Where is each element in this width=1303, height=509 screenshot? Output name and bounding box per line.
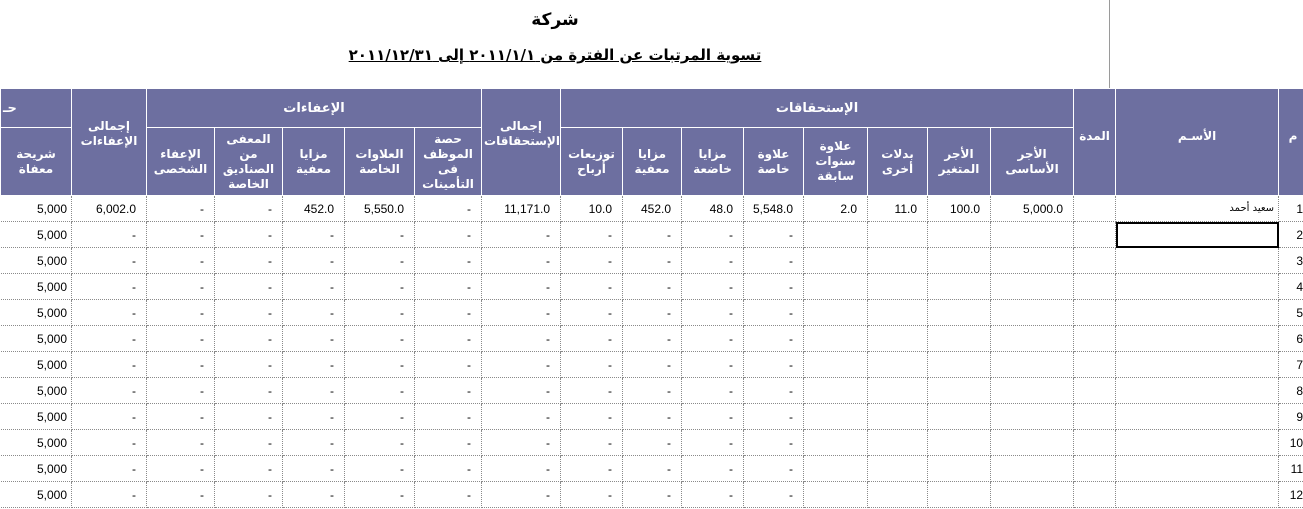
exempt-bracket-cell[interactable]: 5,000 [1,274,72,300]
special-bonus-cell[interactable]: - [744,352,804,378]
prev-years-bonus-cell[interactable] [804,300,868,326]
special-funds-cell[interactable]: - [215,456,283,482]
table-row [1,404,1303,430]
row-number-cell[interactable]: 11 [1279,456,1303,482]
name-cell[interactable] [1116,482,1279,508]
other-allowances-cell[interactable] [868,482,928,508]
variable-wage-cell[interactable] [928,482,991,508]
insurance-share-cell[interactable]: - [415,352,482,378]
total-entitlements-cell[interactable]: - [482,274,561,300]
other-allowances-cell[interactable] [868,352,928,378]
name-cell[interactable] [1116,456,1279,482]
variable-wage-cell[interactable] [928,456,991,482]
insurance-share-cell[interactable]: - [415,222,482,248]
total-entitlements-cell[interactable]: - [482,404,561,430]
special-bonus-cell[interactable]: - [744,456,804,482]
basic-wage-cell[interactable] [991,430,1074,456]
variable-wage-cell[interactable]: 100.0 [928,196,991,222]
taxable-benefits-cell[interactable]: 48.0 [682,196,744,222]
total-exemptions-cell[interactable]: - [72,326,147,352]
header-variable-wage: الأجر المتغير [928,128,991,196]
name-cell[interactable] [1116,274,1279,300]
special-funds-cell[interactable]: - [215,222,283,248]
special-funds-cell[interactable]: - [215,196,283,222]
exempt-benefits-ent-cell[interactable]: - [623,274,682,300]
personal-exemption-cell[interactable]: - [147,352,215,378]
table-row [1,248,1303,274]
special-bonuses-ex-cell[interactable]: - [345,378,415,404]
profit-distribution-cell[interactable]: 10.0 [561,196,623,222]
exempt-benefits-ex-cell[interactable]: - [283,274,345,300]
total-entitlements-cell[interactable]: - [482,222,561,248]
insurance-share-cell[interactable]: - [415,274,482,300]
total-entitlements-cell[interactable]: - [482,456,561,482]
insurance-share-cell[interactable]: - [415,378,482,404]
profit-distribution-cell[interactable]: - [561,430,623,456]
special-bonuses-ex-cell[interactable]: - [345,430,415,456]
exempt-bracket-cell[interactable]: 5,000 [1,248,72,274]
profit-distribution-cell[interactable]: - [561,300,623,326]
header-exempt-bracket: شريحة معفاة [1,128,72,196]
total-entitlements-cell[interactable]: - [482,378,561,404]
exempt-benefits-ex-cell[interactable]: - [283,378,345,404]
table-row [1,482,1303,508]
header-special-bonuses-ex: العلاوات الخاصة [345,128,415,196]
other-allowances-cell[interactable] [868,222,928,248]
name-cell[interactable] [1116,378,1279,404]
column-divider [1109,0,1110,88]
basic-wage-cell[interactable] [991,456,1074,482]
duration-cell[interactable] [1074,378,1116,404]
profit-distribution-cell[interactable]: - [561,378,623,404]
total-exemptions-cell[interactable]: - [72,482,147,508]
basic-wage-cell[interactable] [991,222,1074,248]
table-row [1,456,1303,482]
header-exemptions-group: الإعفاءات [147,89,482,128]
prev-years-bonus-cell[interactable] [804,456,868,482]
row-number-cell[interactable]: 12 [1279,482,1303,508]
special-bonuses-ex-cell[interactable]: - [345,456,415,482]
variable-wage-cell[interactable] [928,248,991,274]
insurance-share-cell[interactable]: - [415,456,482,482]
header-other-allowances: بدلات أخرى [868,128,928,196]
profit-distribution-cell[interactable]: - [561,274,623,300]
special-bonuses-ex-cell[interactable]: - [345,248,415,274]
exempt-benefits-ent-cell[interactable]: - [623,430,682,456]
table-row [1,352,1303,378]
exempt-bracket-cell[interactable]: 5,000 [1,378,72,404]
insurance-share-cell[interactable]: - [415,404,482,430]
exempt-bracket-cell[interactable]: 5,000 [1,352,72,378]
taxable-benefits-cell[interactable]: - [682,352,744,378]
exempt-bracket-cell[interactable]: 5,000 [1,196,72,222]
duration-cell[interactable] [1074,196,1116,222]
special-bonuses-ex-cell[interactable]: 5,550.0 [345,196,415,222]
exempt-benefits-ex-cell[interactable]: - [283,430,345,456]
personal-exemption-cell[interactable]: - [147,482,215,508]
duration-cell[interactable] [1074,430,1116,456]
table-row [1,274,1303,300]
total-exemptions-cell[interactable]: - [72,352,147,378]
profit-distribution-cell[interactable]: - [561,352,623,378]
special-funds-cell[interactable]: - [215,326,283,352]
personal-exemption-cell[interactable]: - [147,404,215,430]
special-funds-cell[interactable]: - [215,300,283,326]
title-block [0,0,1110,88]
personal-exemption-cell[interactable]: - [147,300,215,326]
taxable-benefits-cell[interactable]: - [682,378,744,404]
row-number-cell[interactable]: 2 [1279,222,1303,248]
personal-exemption-cell[interactable]: - [147,196,215,222]
exempt-benefits-ent-cell[interactable]: - [623,352,682,378]
profit-distribution-cell[interactable]: - [561,222,623,248]
special-bonuses-ex-cell[interactable]: - [345,300,415,326]
name-cell[interactable] [1116,430,1279,456]
exempt-bracket-cell[interactable]: 5,000 [1,326,72,352]
exempt-benefits-ent-cell[interactable]: - [623,456,682,482]
total-exemptions-cell[interactable]: 6,002.0 [72,196,147,222]
taxable-benefits-cell[interactable]: - [682,274,744,300]
row-number-cell[interactable]: 9 [1279,404,1303,430]
name-cell[interactable] [1116,248,1279,274]
table-row [1,300,1303,326]
name-cell[interactable] [1116,404,1279,430]
insurance-share-cell[interactable]: - [415,482,482,508]
table-row [1,378,1303,404]
variable-wage-cell[interactable] [928,378,991,404]
duration-cell[interactable] [1074,456,1116,482]
taxable-benefits-cell[interactable]: - [682,404,744,430]
name-cell[interactable] [1116,326,1279,352]
duration-cell[interactable] [1074,222,1116,248]
duration-cell[interactable] [1074,248,1116,274]
header-special-bonus: علاوة خاصة [744,128,804,196]
header-duration: المدة [1074,89,1116,196]
basic-wage-cell[interactable] [991,274,1074,300]
exempt-benefits-ex-cell[interactable]: - [283,482,345,508]
table-row [1,196,1303,222]
company-title: شركة [531,10,579,30]
exempt-bracket-cell[interactable]: 5,000 [1,404,72,430]
special-bonus-cell[interactable]: - [744,326,804,352]
duration-cell[interactable] [1074,352,1116,378]
exempt-benefits-ent-cell[interactable]: 452.0 [623,196,682,222]
header-name: الأسـم [1116,89,1279,196]
duration-cell[interactable] [1074,482,1116,508]
variable-wage-cell[interactable] [928,300,991,326]
basic-wage-cell[interactable]: 5,000.0 [991,196,1074,222]
taxable-benefits-cell[interactable]: - [682,430,744,456]
total-exemptions-cell[interactable]: - [72,222,147,248]
other-allowances-cell[interactable]: 11.0 [868,196,928,222]
taxable-benefits-cell[interactable]: - [682,456,744,482]
header-exempt-benefits-ex: مزايا معفية [283,128,345,196]
profit-distribution-cell[interactable]: - [561,326,623,352]
total-exemptions-cell[interactable]: - [72,300,147,326]
prev-years-bonus-cell[interactable] [804,222,868,248]
taxable-benefits-cell[interactable]: - [682,300,744,326]
name-cell[interactable] [1116,300,1279,326]
exempt-benefits-ex-cell[interactable]: - [283,404,345,430]
name-cell[interactable]: سعيد أحمد [1116,196,1279,222]
other-allowances-cell[interactable] [868,378,928,404]
special-bonus-cell[interactable]: - [744,482,804,508]
special-funds-cell[interactable]: - [215,352,283,378]
header-personal-exemption: الإعفاء الشخصى [147,128,215,196]
name-cell[interactable] [1116,352,1279,378]
name-cell[interactable] [1116,222,1279,248]
special-bonus-cell[interactable]: - [744,378,804,404]
special-bonuses-ex-cell[interactable]: - [345,326,415,352]
special-bonus-cell[interactable]: - [744,430,804,456]
basic-wage-cell[interactable] [991,482,1074,508]
basic-wage-cell[interactable] [991,300,1074,326]
other-allowances-cell[interactable] [868,456,928,482]
header-insurance-share: حصة الموظف فى التأمينات [415,128,482,196]
row-number-cell[interactable]: 4 [1279,274,1303,300]
personal-exemption-cell[interactable]: - [147,274,215,300]
special-bonuses-ex-cell[interactable]: - [345,274,415,300]
other-allowances-cell[interactable] [868,326,928,352]
insurance-share-cell[interactable]: - [415,300,482,326]
header-profit-distribution: توزيعات أرباح [561,128,623,196]
prev-years-bonus-cell[interactable] [804,352,868,378]
insurance-share-cell[interactable]: - [415,248,482,274]
prev-years-bonus-cell[interactable] [804,430,868,456]
special-bonus-cell[interactable]: - [744,404,804,430]
personal-exemption-cell[interactable]: - [147,248,215,274]
variable-wage-cell[interactable] [928,404,991,430]
insurance-share-cell[interactable]: - [415,326,482,352]
special-bonus-cell[interactable]: - [744,222,804,248]
special-funds-cell[interactable]: - [215,430,283,456]
exempt-benefits-ent-cell[interactable]: - [623,378,682,404]
special-bonuses-ex-cell[interactable]: - [345,222,415,248]
row-number-cell[interactable]: 1 [1279,196,1303,222]
variable-wage-cell[interactable] [928,274,991,300]
table-row [1,326,1303,352]
special-bonus-cell[interactable]: 5,548.0 [744,196,804,222]
exempt-benefits-ex-cell[interactable]: - [283,456,345,482]
exempt-benefits-ex-cell[interactable]: - [283,248,345,274]
exempt-bracket-cell[interactable]: 5,000 [1,456,72,482]
taxable-benefits-cell[interactable]: - [682,222,744,248]
header-special-funds-exempt: المعفى من الصناديق الخاصة [215,128,283,196]
exempt-benefits-ex-cell[interactable]: - [283,326,345,352]
variable-wage-cell[interactable] [928,326,991,352]
exempt-benefits-ent-cell[interactable]: - [623,222,682,248]
total-exemptions-cell[interactable]: - [72,274,147,300]
prev-years-bonus-cell[interactable] [804,378,868,404]
profit-distribution-cell[interactable]: - [561,456,623,482]
header-total-exemptions: إجمالى الإعفاءات [72,89,147,196]
total-exemptions-cell[interactable]: - [72,248,147,274]
personal-exemption-cell[interactable]: - [147,456,215,482]
exempt-bracket-cell[interactable]: 5,000 [1,430,72,456]
basic-wage-cell[interactable] [991,326,1074,352]
special-bonuses-ex-cell[interactable]: - [345,352,415,378]
exempt-benefits-ex-cell[interactable]: - [283,222,345,248]
row-number-cell[interactable]: 5 [1279,300,1303,326]
duration-cell[interactable] [1074,274,1116,300]
special-funds-cell[interactable]: - [215,482,283,508]
exempt-benefits-ex-cell[interactable]: - [283,300,345,326]
taxable-benefits-cell[interactable]: - [682,482,744,508]
prev-years-bonus-cell[interactable] [804,482,868,508]
row-number-cell[interactable]: 3 [1279,248,1303,274]
exempt-bracket-cell[interactable]: 5,000 [1,300,72,326]
special-bonus-cell[interactable]: - [744,300,804,326]
header-prev-years-bonus: علاوة سنوات سابقة [804,128,868,196]
total-entitlements-cell[interactable]: 11,171.0 [482,196,561,222]
variable-wage-cell[interactable] [928,222,991,248]
total-entitlements-cell[interactable]: - [482,300,561,326]
taxable-benefits-cell[interactable]: - [682,326,744,352]
row-number-cell[interactable]: 10 [1279,430,1303,456]
table-body [1,196,1303,508]
basic-wage-cell[interactable] [991,404,1074,430]
profit-distribution-cell[interactable]: - [561,248,623,274]
profit-distribution-cell[interactable]: - [561,482,623,508]
special-funds-cell[interactable]: - [215,404,283,430]
insurance-share-cell[interactable]: - [415,196,482,222]
personal-exemption-cell[interactable]: - [147,378,215,404]
total-exemptions-cell[interactable]: - [72,404,147,430]
exempt-benefits-ent-cell[interactable]: - [623,248,682,274]
exempt-bracket-cell[interactable]: 5,000 [1,482,72,508]
exempt-benefits-ent-cell[interactable]: - [623,404,682,430]
total-exemptions-cell[interactable]: - [72,430,147,456]
special-bonus-cell[interactable]: - [744,274,804,300]
header-entitlements-group: الإستحقاقات [561,89,1074,128]
duration-cell[interactable] [1074,404,1116,430]
total-exemptions-cell[interactable]: - [72,378,147,404]
profit-distribution-cell[interactable]: - [561,404,623,430]
special-funds-cell[interactable]: - [215,378,283,404]
special-bonus-cell[interactable]: - [744,248,804,274]
special-bonuses-ex-cell[interactable]: - [345,482,415,508]
variable-wage-cell[interactable] [928,430,991,456]
total-exemptions-cell[interactable]: - [72,456,147,482]
special-funds-cell[interactable]: - [215,274,283,300]
exempt-benefits-ex-cell[interactable]: - [283,352,345,378]
header-exempt-benefits-ent: مزايا معفية [623,128,682,196]
other-allowances-cell[interactable] [868,430,928,456]
duration-cell[interactable] [1074,326,1116,352]
total-entitlements-cell[interactable]: - [482,352,561,378]
total-entitlements-cell[interactable]: - [482,430,561,456]
other-allowances-cell[interactable] [868,248,928,274]
basic-wage-cell[interactable] [991,248,1074,274]
exempt-benefits-ent-cell[interactable]: - [623,482,682,508]
personal-exemption-cell[interactable]: - [147,222,215,248]
table-row [1,430,1303,456]
row-number-cell[interactable]: 7 [1279,352,1303,378]
header-row-number: م [1279,89,1303,196]
prev-years-bonus-cell[interactable]: 2.0 [804,196,868,222]
exempt-benefits-ent-cell[interactable]: - [623,300,682,326]
report-subtitle: تسوية المرتبات عن الفترة من ٢٠١١/١/١ إلى ٢٠١١/١٢/٣١ [348,46,762,64]
other-allowances-cell[interactable] [868,274,928,300]
basic-wage-cell[interactable] [991,378,1074,404]
basic-wage-cell[interactable] [991,352,1074,378]
other-allowances-cell[interactable] [868,300,928,326]
special-bonuses-ex-cell[interactable]: - [345,404,415,430]
prev-years-bonus-cell[interactable] [804,404,868,430]
header-partial-column: حـ [1,89,72,128]
exempt-benefits-ex-cell[interactable]: 452.0 [283,196,345,222]
personal-exemption-cell[interactable]: - [147,326,215,352]
row-number-cell[interactable]: 6 [1279,326,1303,352]
prev-years-bonus-cell[interactable] [804,326,868,352]
special-funds-cell[interactable]: - [215,248,283,274]
prev-years-bonus-cell[interactable] [804,248,868,274]
personal-exemption-cell[interactable]: - [147,430,215,456]
prev-years-bonus-cell[interactable] [804,274,868,300]
table-row [1,222,1303,248]
exempt-benefits-ent-cell[interactable]: - [623,326,682,352]
header-total-entitlements: إجمالى الإستحقاقات [482,89,561,196]
total-entitlements-cell[interactable]: - [482,482,561,508]
taxable-benefits-cell[interactable]: - [682,248,744,274]
payroll-table [0,88,1303,508]
variable-wage-cell[interactable] [928,352,991,378]
total-entitlements-cell[interactable]: - [482,248,561,274]
insurance-share-cell[interactable]: - [415,430,482,456]
header-basic-wage: الأجر الأساسى [991,128,1074,196]
total-entitlements-cell[interactable]: - [482,326,561,352]
row-number-cell[interactable]: 8 [1279,378,1303,404]
other-allowances-cell[interactable] [868,404,928,430]
duration-cell[interactable] [1074,300,1116,326]
header-taxable-benefits: مزايا خاضعة [682,128,744,196]
exempt-bracket-cell[interactable]: 5,000 [1,222,72,248]
